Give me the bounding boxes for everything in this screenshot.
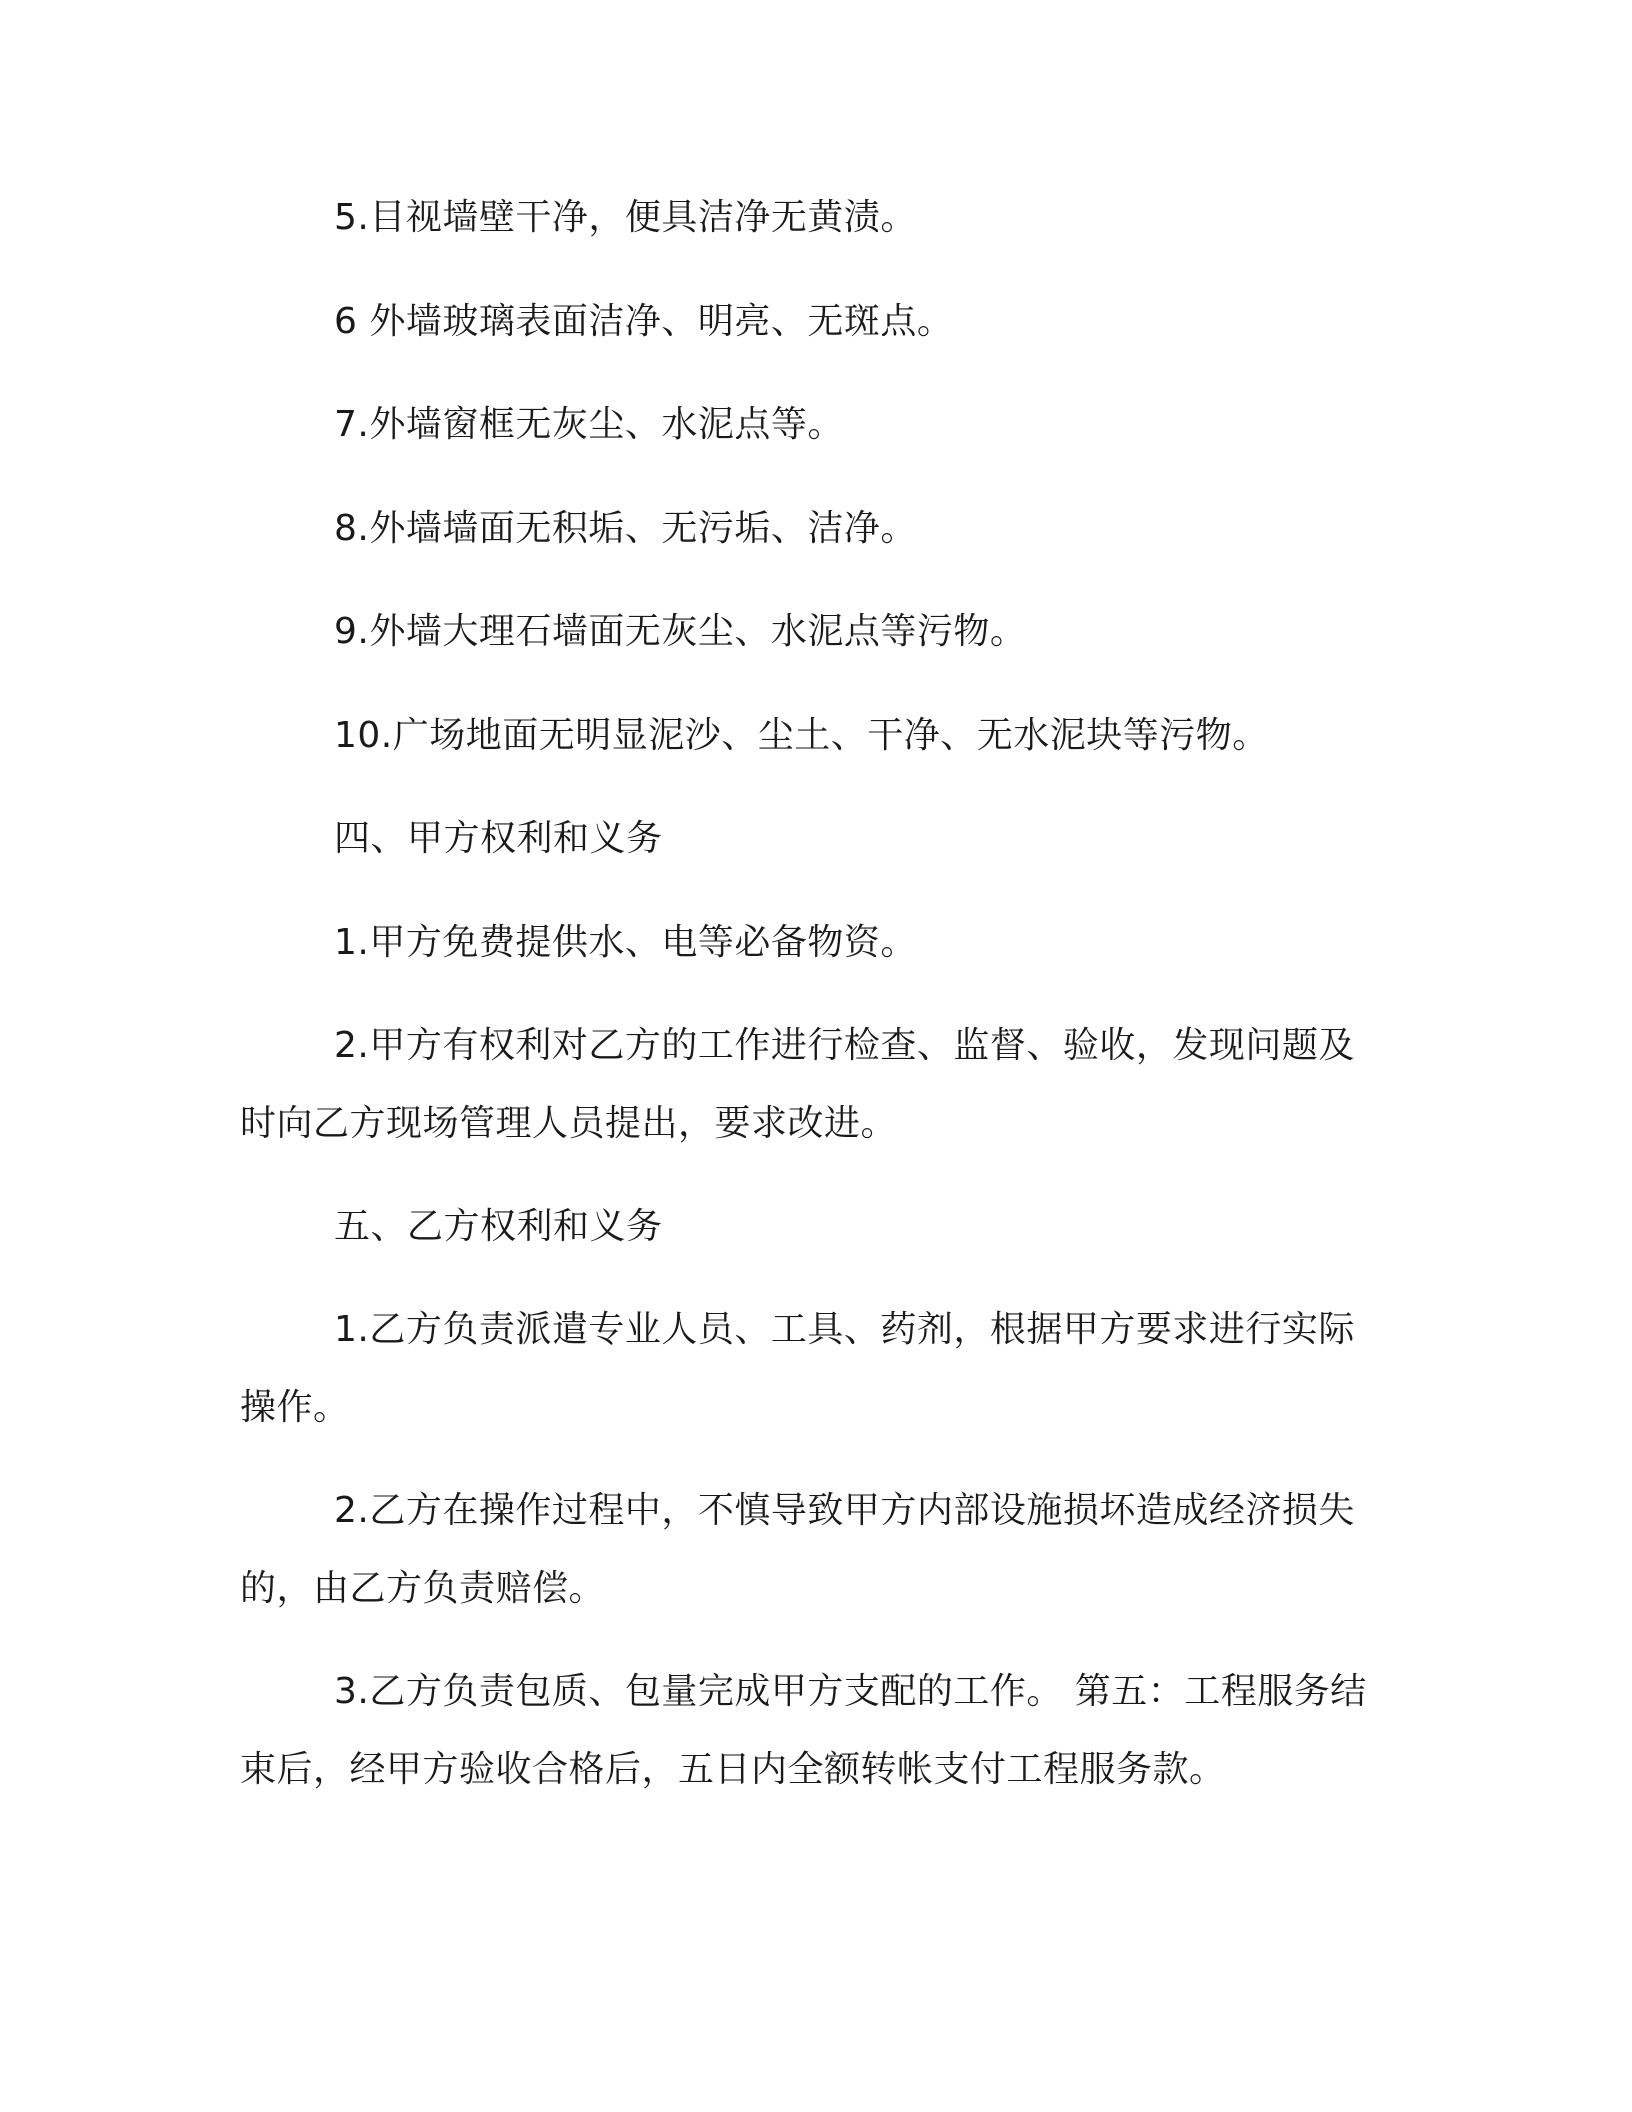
party-b-clause-3: 3.乙方负责包质、包量完成甲方支配的工作。 第五：工程服务结束后，经甲方验收合格后，五日内全额转帐支付工程服务款。 xyxy=(240,1671,1367,1790)
party-a-clause-2: 2.甲方有权利对乙方的工作进行检查、监督、验收，发现问题及时向乙方现场管理人员提出，要求改进。 xyxy=(240,1025,1355,1144)
party-b-clause-2: 2.乙方在操作过程中，不慎导致甲方内部设施损坏造成经济损失的，由乙方负责赔偿。 xyxy=(240,1490,1355,1609)
clause-7-window-frames: 7.外墙窗框无灰尘、水泥点等。 xyxy=(334,404,844,445)
clause-5-walls: 5.目视墙壁干净，便具洁净无黄渍。 xyxy=(334,197,917,238)
party-b-clause-1: 1.乙方负责派遣专业人员、工具、药剂，根据甲方要求进行实际操作。 xyxy=(240,1309,1355,1428)
clause-8-exterior-wall: 8.外墙墙面无积垢、无污垢、洁净。 xyxy=(334,508,917,549)
section-heading-party-b: 五、乙方权利和义务 xyxy=(334,1206,663,1247)
clause-10-plaza-ground: 10.广场地面无明显泥沙、尘土、干净、无水泥块等污物。 xyxy=(334,715,1269,756)
clause-9-marble-wall: 9.外墙大理石墙面无灰尘、水泥点等污物。 xyxy=(334,611,1027,652)
party-a-clause-1: 1.甲方免费提供水、电等必备物资。 xyxy=(334,922,917,963)
clause-6-exterior-glass: 6 外墙玻璃表面洁净、明亮、无斑点。 xyxy=(334,301,954,342)
section-heading-party-a: 四、甲方权利和义务 xyxy=(334,818,663,859)
